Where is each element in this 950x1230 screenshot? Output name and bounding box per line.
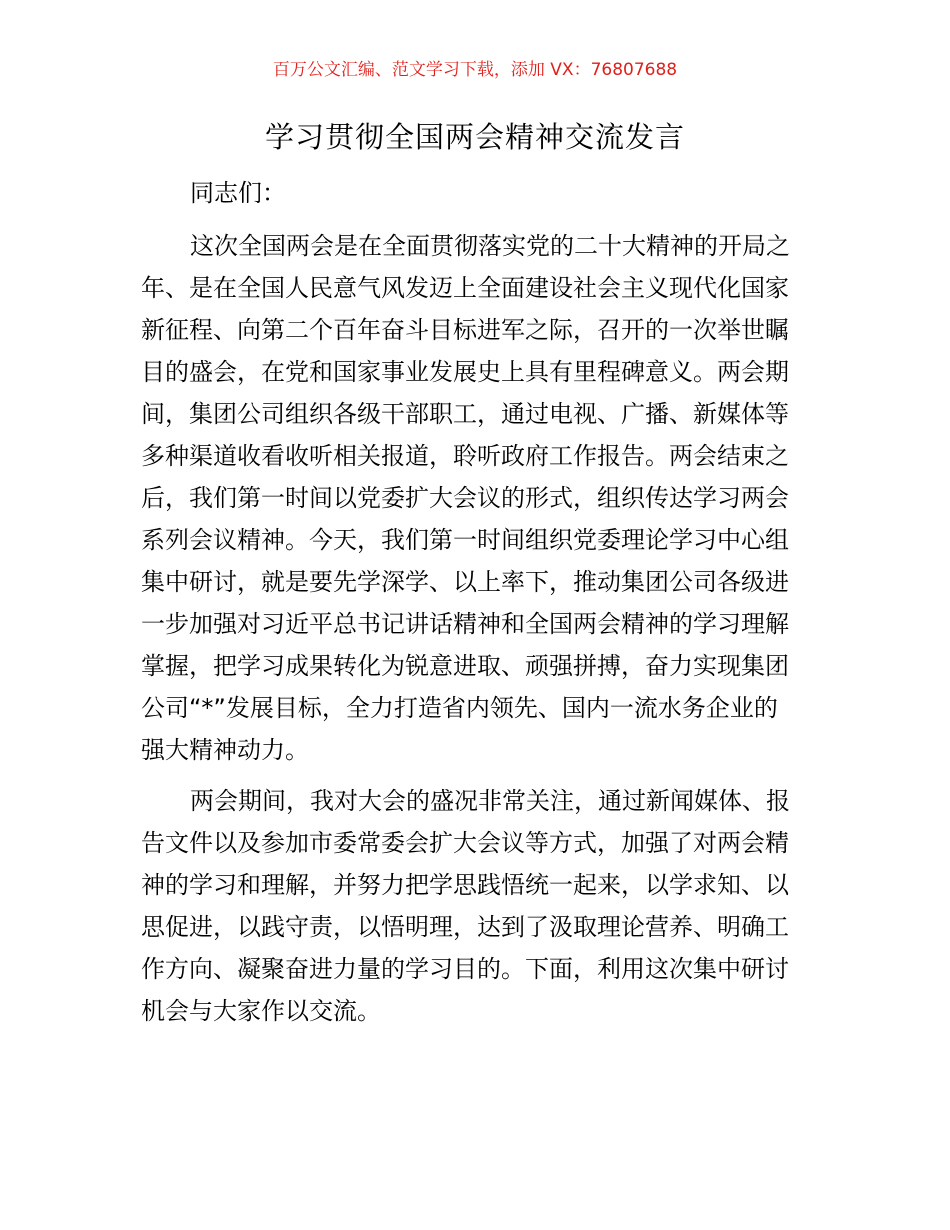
text-line: 集中研讨，就是要先学深学、以上率下，推动集团公司各级进 — [141, 568, 789, 596]
paragraph-2 — [141, 780, 813, 1032]
text-line: 两会期间，我对大会的盛况非常关注，通过新闻媒体、报 — [190, 787, 790, 815]
text-line: 思促进，以践守责，以悟明理，达到了汲取理论营养、明确工 — [141, 913, 789, 941]
text-line: 系列会议精神。今天，我们第一时间组织党委理论学习中心组 — [141, 526, 789, 554]
text-line: 目的盛会，在党和国家事业发展史上具有里程碑意义。两会期 — [141, 358, 789, 386]
text-line: 掌握，把学习成果转化为锐意进取、顽强拼搏，奋力实现集团 — [141, 652, 789, 680]
text-line: 一步加强对习近平总书记讲话精神和全国两会精神的学习理解 — [141, 610, 789, 638]
text-line: 新征程、向第二个百年奋斗目标进军之际，召开的一次举世瞩 — [141, 316, 789, 344]
text-line: 这次全国两会是在全面贯彻落实党的二十大精神的开局之 — [190, 232, 790, 260]
text-line: 作方向、凝聚奋进力量的学习目的。下面，利用这次集中研讨 — [141, 955, 789, 983]
text-line: 告文件以及参加市委常委会扩大会议等方式，加强了对两会精 — [141, 829, 789, 857]
watermark-banner: 百万公文汇编、范文学习下载，添加 VX：76807688 — [272, 60, 678, 80]
document-title: 学习贯彻全国两会精神交流发言 — [264, 120, 685, 154]
text-line: 强大精神动力。 — [141, 736, 309, 764]
paragraph-1 — [141, 225, 813, 771]
text-line: 公司“*”发展目标，全力打造省内领先、国内一流水务企业的 — [141, 694, 778, 722]
text-line: 间，集团公司组织各级干部职工，通过电视、广播、新媒体等 — [141, 400, 789, 428]
text-line: 多种渠道收看收听相关报道，聆听政府工作报告。两会结束之 — [141, 442, 789, 470]
document-body — [141, 225, 813, 1041]
text-line: 年、是在全国人民意气风发迈上全面建设社会主义现代化国家 — [141, 274, 789, 302]
text-line: 后，我们第一时间以党委扩大会议的形式，组织传达学习两会 — [141, 484, 789, 512]
salutation: 同志们： — [190, 179, 286, 207]
text-line: 机会与大家作以交流。 — [141, 997, 381, 1025]
text-line: 神的学习和理解，并努力把学思践悟统一起来，以学求知、以 — [141, 871, 789, 899]
